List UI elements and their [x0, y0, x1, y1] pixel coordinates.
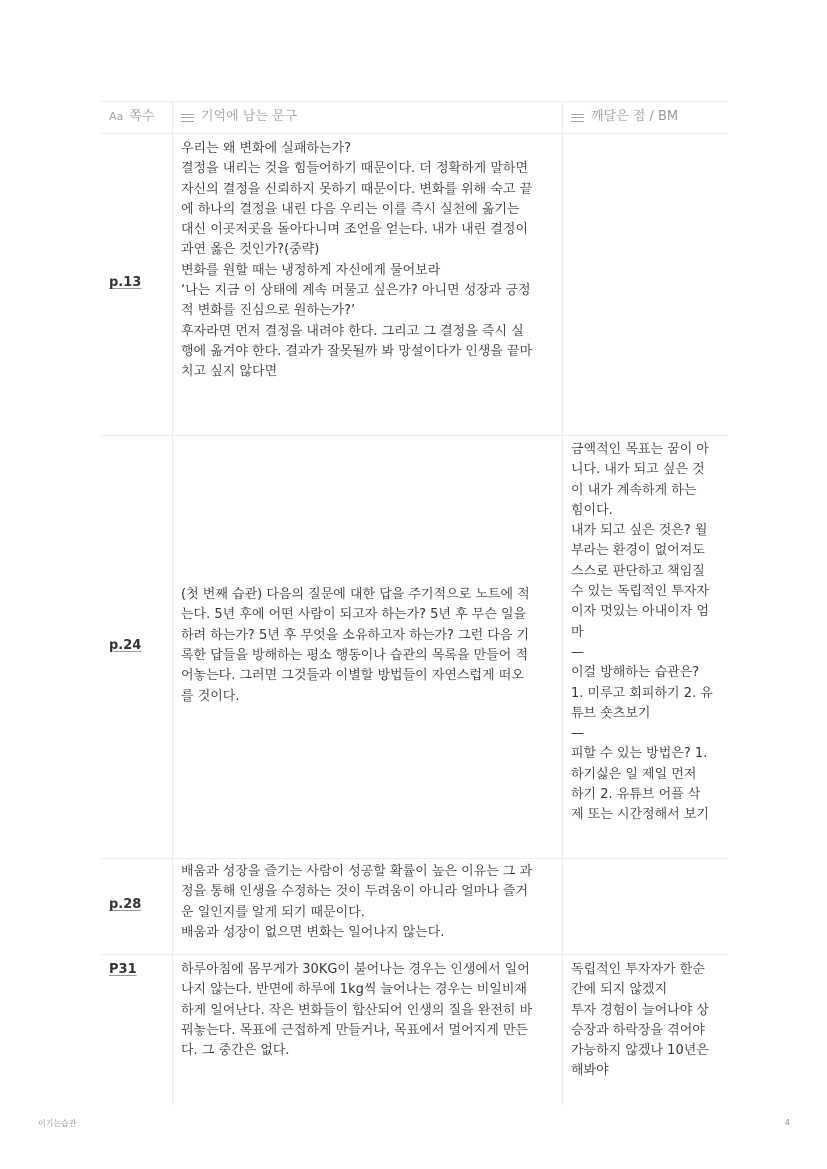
- page-link[interactable]: P31: [101, 955, 173, 1105]
- header-quote-label: 기억에 남는 문구: [201, 109, 298, 125]
- page-number: 4: [784, 1118, 790, 1127]
- page-link[interactable]: p.24: [101, 436, 173, 858]
- insight-cell[interactable]: [563, 134, 728, 435]
- header-page[interactable]: [101, 102, 173, 133]
- page-link[interactable]: p.13: [101, 134, 173, 435]
- quote-cell[interactable]: 배움과 성장을 즐기는 사람이 성공할 확률이 높은 이유는 그 과 정을 통해 인생을 수정하는 것이 두려움이 아니라 얼마나 즐거 운 일인지를 알게 되기 때문이다. 배움과 성장이 없으면 변화는 일어나지 않는다.: [173, 859, 563, 954]
- reading-notes-table: [101, 101, 728, 1105]
- quote-cell[interactable]: 우리는 왜 변화에 실패하는가? 결정을 내리는 것을 힘들어하기 때문이다. 더 정확하게 말하면 자신의 결정을 신뢰하지 못하기 때문이다. 변화를 위해 숙고 끝 에 하나의 결정을 내린 다음 우리는 이를 즉시 실천에 옮기는 대신 이곳저곳을 돌아다니며 조언을 얻는다. 내가 내린 결정이 과연 옳은 것인가?(중략) 변화를 원할 때는 냉정하게 자신에게 물어보라 ‘나는 지금 이 상태에 계속 머물고 싶은가? 아니면 성장과 긍정 적 변화를 진심으로 원하는가?’ 후자라면 먼저 결정을 내려야 한다. 그리고 그 결정을 즉시 실 행에 옮겨야 한다. 결과가 잘못될까 봐 망설이다가 인생을 끝마 치고 싶지 않다면: [173, 134, 563, 435]
- table-row: [101, 859, 728, 955]
- table-row: [101, 955, 728, 1105]
- quote-cell[interactable]: 하루아침에 몸무게가 30KG이 불어나는 경우는 인생에서 일어 나지 않는다. 반면에 하루에 1kg씩 늘어나는 경우는 비일비재 하게 일어난다. 작은 변화들이 합산되어 인생의 질을 완전히 바 꿔놓는다. 목표에 근접하게 만들거나, 목표에서 멀어지게 만든 다. 그 중간은 없다.: [173, 955, 563, 1105]
- title-property-icon: Aa: [109, 110, 124, 124]
- insight-cell[interactable]: [563, 859, 728, 954]
- table-row: [101, 436, 728, 859]
- header-insight-label: 깨달은 점 / BM: [591, 109, 679, 125]
- header-page-label: 쪽수: [129, 109, 155, 125]
- table-header: [101, 101, 728, 134]
- quote-cell[interactable]: (첫 번째 습관) 다음의 질문에 대한 답을 주기적으로 노트에 적 는다. 5년 후에 어떤 사람이 되고자 하는가? 5년 후 무슨 일을 하려 하는가? 5년 후 무엇을 소유하고자 하는가? 그런 다음 기 록한 답들을 방해하는 평소 행동이나 습관의 목록을 만들어 적 어놓는다. 그러면 그것들과 이별할 방법들이 자연스럽게 떠오 를 것이다.: [173, 436, 563, 858]
- text-property-icon: [181, 113, 195, 123]
- table-row: [101, 134, 728, 436]
- insight-cell[interactable]: 독립적인 투자자가 한순 간에 되지 않겠지 투자 경험이 늘어나야 상 승장과 하락장을 겪어야 가능하지 않겠나 10년은 해봐야: [571, 962, 709, 1079]
- header-insight[interactable]: [563, 102, 728, 133]
- page-link[interactable]: p.28: [101, 859, 173, 954]
- insight-cell[interactable]: 금액적인 목표는 꿈이 아 니다. 내가 되고 싶은 것 이 내가 계속하게 하는 힘이다. 내가 되고 싶은 것은? 월 부라는 환경이 없어져도 스스로 판단하고 책임질 수 있는 독립적인 투자자 이자 멋있는 아내이자 엄 마 — 이걸 방해하는 습관은? 1. 미루고 회피하기 2. 유 튜브 숏츠보기 — 피할 수 있는 방법은? 1. 하기싫은 일 제일 먼저 하기 2. 유튜브 어플 삭 제 또는 시간정해서 보기: [571, 442, 713, 823]
- header-quote[interactable]: [173, 102, 563, 133]
- text-property-icon: [571, 113, 585, 123]
- document-title-footer: 이기는습관: [38, 1119, 77, 1128]
